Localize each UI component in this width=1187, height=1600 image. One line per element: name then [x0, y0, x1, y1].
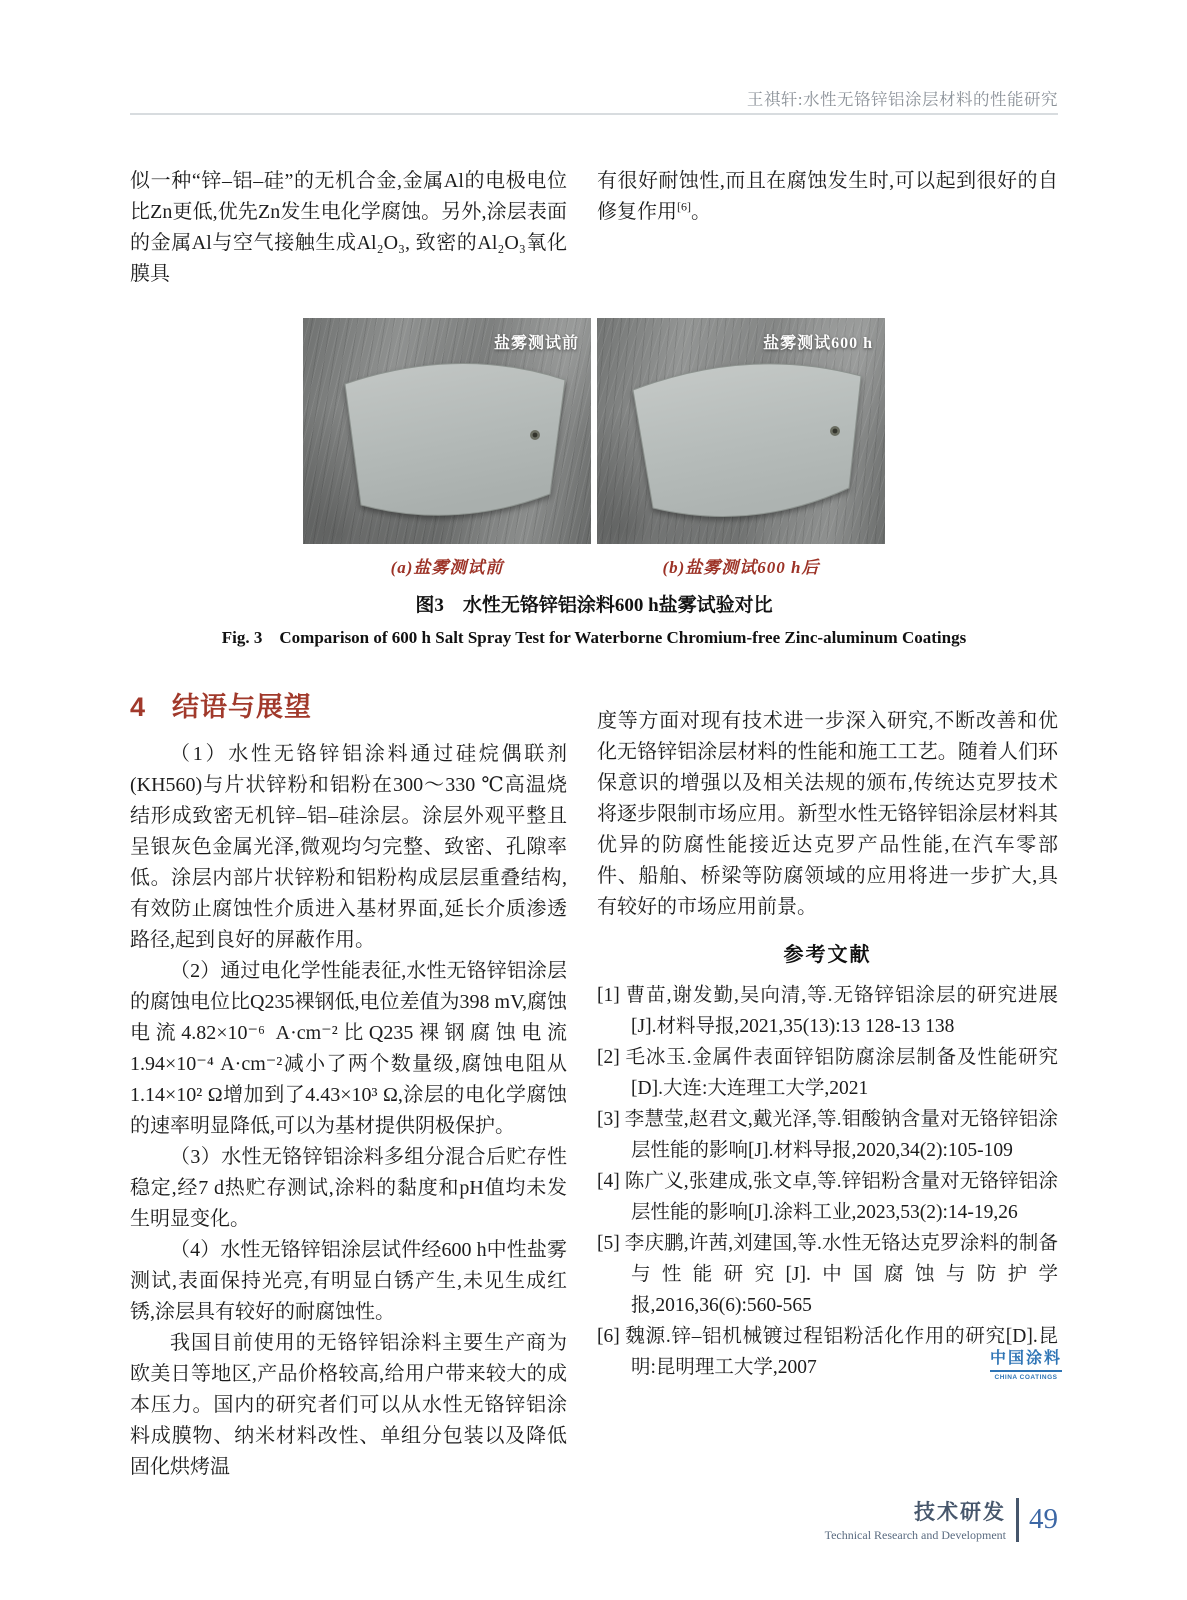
intro-columns [130, 166, 1058, 290]
section-title: 结语与展望 [172, 692, 313, 722]
reference-item: [4] 陈广义,张建成,张文卓,等.锌铝粉含量对无铬锌铝涂层性能的影响[J].涂料工业,2023,53(2):14-19,26 [597, 1171, 1058, 1223]
citation-marker: [6] [677, 199, 691, 214]
section-heading [130, 692, 567, 723]
logo-text-zh: 中国涂料 [990, 1345, 1062, 1372]
conclusion-paragraph-1: （1）水性无铬锌铝涂料通过硅烷偶联剂(KH560)与片状锌粉和铝粉在300～330 ℃高温烧结形成致密无机锌–铝–硅涂层。涂层外观平整且呈银灰色金属光泽,微观均匀完整、致密、孔隙率低。涂层内部片状锌粉和铝粉构成层层重叠结构,有效防止腐蚀性介质进入基材界面,延长介质渗透路径,起到良好的屏蔽作用。 [130, 743, 567, 951]
conclusion-paragraph-5: 我国目前使用的无铬锌铝涂料主要生产商为欧美日等地区,产品价格较高,给用户带来较大的成本压力。国内的研究者们可以从水性无铬锌铝涂料成膜物、纳米材料改性、单组分包装以及降低固化烘烤温 [130, 1332, 567, 1478]
photo-before-salt-spray [303, 318, 591, 544]
header-rule [130, 113, 1058, 115]
footer-divider [1016, 1498, 1019, 1542]
figure-photos-row [130, 318, 1058, 544]
intro-right-column [597, 166, 1058, 290]
intro-right-paragraph: 有很好耐蚀性,而且在腐蚀发生时,可以起到很好的自修复作用[6]。 [597, 170, 1058, 223]
photo-overlay-label-after: 盐雾测试600 h [763, 335, 873, 352]
footer-section-zh: 技术研发 [914, 1501, 1006, 1524]
intro-left-column [130, 166, 567, 290]
china-coatings-logo [986, 1345, 1066, 1381]
conclusion-paragraph-4: （4）水性无铬锌铝涂层试件经600 h中性盐雾测试,表面保持光亮,有明显白锈产生,未见生成红锈,涂层具有较好的耐腐蚀性。 [130, 1239, 567, 1323]
page-number: 49 [1029, 1503, 1058, 1535]
figure-subcaptions [130, 553, 1058, 578]
conclusion-continuation-paragraph: 度等方面对现有技术进一步深入研究,不断改善和优化无铬锌铝涂层材料的性能和施工工艺。随着人们环保意识的增强以及相关法规的颁布,传统达克罗技术将逐步限制市场应用。新型水性无铬锌铝涂层材料其优异的防腐性能接近达克罗产品性能,在汽车零部件、船舶、桥梁等防腐领域的应用将进一步扩大,具有较好的市场应用前景。 [597, 710, 1058, 918]
references-heading: 参考文献 [783, 944, 872, 966]
conclusion-paragraph-3: （3）水性无铬锌铝涂料多组分混合后贮存性稳定,经7 d热贮存测试,涂料的黏度和pH值均未发生明显变化。 [130, 1146, 567, 1230]
footer-section-label [825, 1496, 1006, 1543]
page-footer [130, 1496, 1058, 1543]
figure-caption-zh: 图3 水性无铬锌铝涂料600 h盐雾试验对比 [415, 595, 773, 616]
reference-item: [3] 李慧莹,赵君文,戴光泽,等.钼酸钠含量对无铬锌铝涂层性能的影响[J].材料导报,2020,34(2):105-109 [597, 1109, 1058, 1161]
subcaption-a: (a)盐雾测试前 [390, 558, 504, 577]
reference-item: [2] 毛冰玉.金属件表面锌铝防腐涂层制备及性能研究[D].大连:大连理工大学,2021 [597, 1047, 1058, 1099]
subcaption-b: (b)盐雾测试600 h后 [662, 558, 820, 577]
logo-text-en: CHINA COATINGS [994, 1374, 1058, 1381]
photo-overlay-label-before: 盐雾测试前 [493, 335, 579, 352]
section-number: 4 [130, 692, 147, 722]
reference-item: [1] 曹苗,谢发勤,吴向清,等.无铬锌铝涂层的研究进展[J].材料导报,2021,35(13):13 128-13 138 [597, 985, 1058, 1037]
intro-left-paragraph: 似一种“锌–铝–硅”的无机合金,金属Al的电极电位比Zn更低,优先Zn发生电化学腐蚀。另外,涂层表面的金属Al与空气接触生成Al₂O₃, 致密的Al₂O₃氧化膜具 [130, 170, 567, 285]
conclusion-paragraph-2: （2）通过电化学性能表征,水性无铬锌铝涂层的腐蚀电位比Q235裸钢低,电位差值为398 mV,腐蚀电流4.82×10⁻⁶ A·cm⁻²比Q235裸钢腐蚀电流1.94×10⁻⁴ A·cm⁻²减小了两个数量级,腐蚀电阻从1.14×10² Ω增加到了4.43×10³ Ω,涂层的电化学腐蚀的速率明显降低,可以为基材提供阴极保护。 [130, 960, 567, 1137]
reference-item: [5] 李庆鹏,许茜,刘建国,等.水性无铬达克罗涂料的制备与性能研究[J].中国腐蚀与防护学报,2016,36(6):560-565 [597, 1233, 1058, 1316]
figure-caption-en: Fig. 3 Comparison of 600 h Salt Spray Test for Waterborne Chromium-free Zinc-aluminum Coatings [221, 628, 967, 647]
reference-item: [6] 魏源.锌–铝机械镀过程铝粉活化作用的研究[D].昆明:昆明理工大学,2007 [597, 1326, 1058, 1378]
running-head-title: 王祺轩:水性无铬锌铝涂层材料的性能研究 [746, 90, 1058, 109]
references-list [597, 980, 1058, 1383]
conclusion-left-column [130, 692, 567, 1483]
footer-section-en: Technical Research and Development [824, 1528, 1006, 1542]
conclusion-columns [130, 692, 1058, 1483]
photo-after-salt-spray [597, 318, 885, 544]
figure-3 [130, 318, 1058, 648]
